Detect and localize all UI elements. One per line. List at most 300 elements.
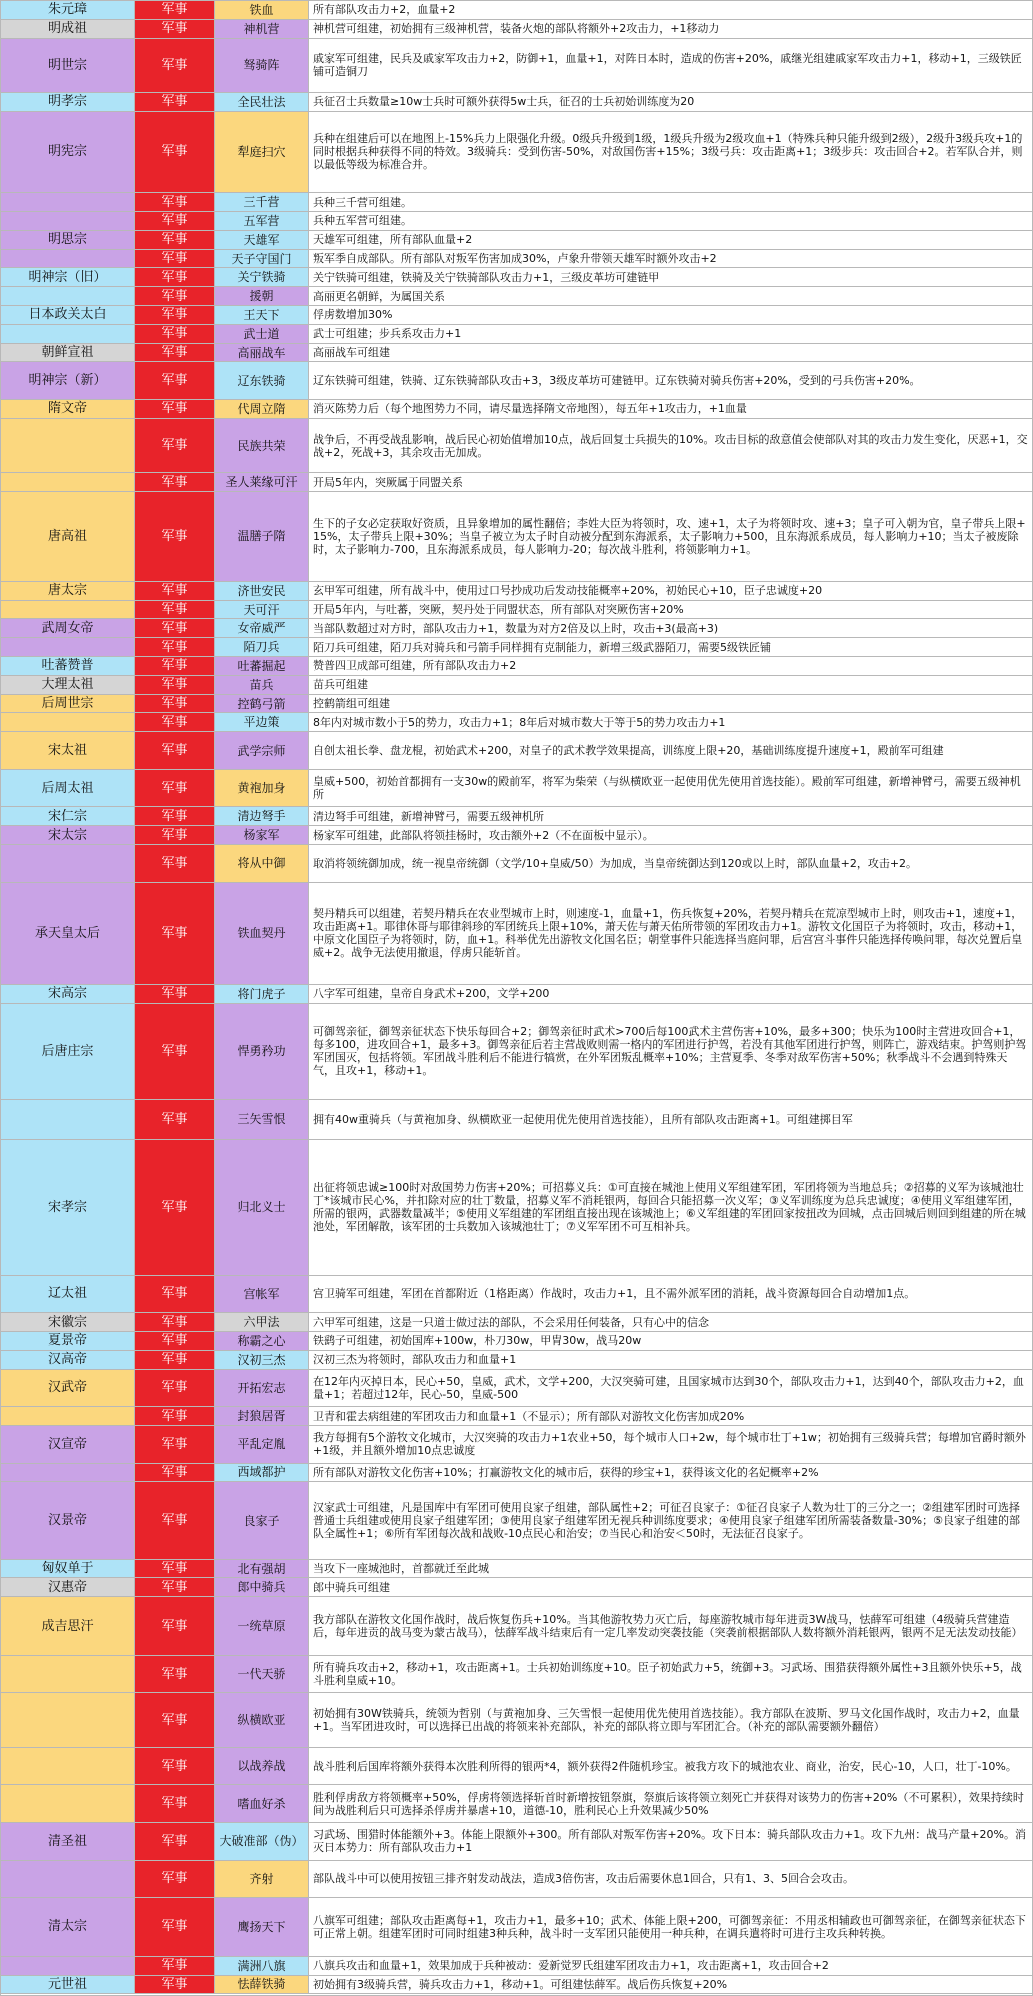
ruler-cell: 清圣祖 (1, 1823, 135, 1860)
category-cell: 军事 (135, 1100, 215, 1139)
skill-name-cell: 平边策 (215, 713, 309, 731)
skill-description-text: 苗兵可组建 (313, 678, 368, 692)
category-cell: 军事 (135, 492, 215, 581)
table-row (1, 1748, 1032, 1786)
skill-name-cell: 开拓宏志 (215, 1370, 309, 1407)
skill-description-cell (309, 1748, 1032, 1785)
skill-description-text: 玄甲军可组建，所有战斗中，使用过口号抄成功后发动技能概率+20%，初始民心+10，臣子忠诚度+20 (313, 584, 823, 598)
category-cell: 军事 (135, 1351, 215, 1369)
table-row (1, 325, 1032, 344)
category-cell: 军事 (135, 601, 215, 619)
skill-description-text: 战争后，不再受战乱影响，战后民心初始值增加10点，战后回复士兵损失的10%。攻击目标的敌意值会使部队对其的攻击力发生变化，厌恶+1，交战+2，死战+3，其余攻击无加成。 (313, 432, 1028, 459)
skill-description-text: 在12年内灭掉日本，民心+50，皇威，武术，文学+200，大汉突骑可建，且国家城市达到30个，部队攻击力+1，达到40个，部队攻击力+2，血量+1；若超过12年，民心-50，皇威-500 (313, 1374, 1024, 1401)
skill-description-cell (309, 1785, 1032, 1822)
skill-description-cell (309, 287, 1032, 305)
category-cell: 军事 (135, 306, 215, 324)
ruler-cell (1, 1100, 135, 1139)
skill-description-text: 契丹精兵可以组建，若契丹精兵在农业型城市上时，则速度-1，血量+1，伤兵恢复+20%，若契丹精兵在荒凉型城市上时，则攻击+1，速度+1，攻击距离+1。耶律休哥与耶律斜珍的军团统兵上限+10%，萧天佐与萧天佑所带领的军团攻击力+1。游牧文化国臣子为将领时，攻击，移动+1，中原文化国臣子为将领时，防，血+1。科举优先出游牧文化国名臣；朝堂事件只能选择当庭问罪，后宫宫斗事件只能选择传唤问罪，每次兑置后皇威+2。战争无法使用撤退，俘虏只能斩首。 (313, 907, 1023, 960)
category-cell: 军事 (135, 985, 215, 1003)
ruler-cell: 宋太祖 (1, 732, 135, 769)
category-cell: 军事 (135, 807, 215, 825)
skill-name-cell: 犁庭扫穴 (215, 112, 309, 193)
table-row (1, 1370, 1032, 1408)
category-cell: 军事 (135, 325, 215, 343)
table-row (1, 492, 1032, 582)
skill-name-cell: 一代天骄 (215, 1656, 309, 1693)
ruler-cell (1, 845, 135, 882)
ruler-cell: 后唐庄宗 (1, 1004, 135, 1099)
table-row (1, 1, 1032, 20)
skill-description-text: 当攻下一座城池时，首都就迁至此城 (313, 1562, 489, 1576)
skill-description-cell (309, 713, 1032, 731)
ruler-cell: 朱元璋 (1, 1, 135, 19)
skill-description-text: 俘虏数增加30% (313, 308, 393, 322)
skill-name-cell: 大破准部（伪） (215, 1823, 309, 1860)
skill-description-cell (309, 325, 1032, 343)
category-cell: 军事 (135, 1748, 215, 1785)
skill-description-text: 杨家军可组建，此部队将领挂杨时，攻击额外+2（不在面板中显示）。 (313, 828, 654, 842)
category-cell: 军事 (135, 473, 215, 491)
skill-name-cell: 归北义士 (215, 1140, 309, 1275)
table-row (1, 582, 1032, 601)
category-cell: 军事 (135, 212, 215, 230)
table-row (1, 713, 1032, 732)
category-cell: 军事 (135, 362, 215, 399)
skill-name-cell: 嗜血好杀 (215, 1785, 309, 1822)
skill-name-cell: 温膳子隋 (215, 492, 309, 581)
skill-name-cell: 济世安民 (215, 582, 309, 600)
table-row (1, 306, 1032, 325)
skill-name-cell: 六甲法 (215, 1313, 309, 1331)
table-row (1, 732, 1032, 770)
skill-name-cell: 平乱定胤 (215, 1426, 309, 1463)
ruler-cell: 宋高宗 (1, 985, 135, 1003)
table-row (1, 1100, 1032, 1140)
category-cell: 军事 (135, 1313, 215, 1331)
category-cell: 军事 (135, 400, 215, 418)
category-cell: 军事 (135, 619, 215, 637)
ruler-cell: 唐太宗 (1, 582, 135, 600)
table-row (1, 638, 1032, 657)
skill-description-cell (309, 1313, 1032, 1331)
category-cell: 军事 (135, 1407, 215, 1425)
table-row (1, 20, 1032, 39)
category-cell: 军事 (135, 883, 215, 984)
ruler-cell: 汉武帝 (1, 1370, 135, 1407)
ruler-cell (1, 419, 135, 472)
skill-name-cell: 圣人莱缘可汗 (215, 473, 309, 491)
skill-name-cell: 西域都护 (215, 1464, 309, 1482)
ruler-cell: 明孝宗 (1, 93, 135, 111)
skill-name-cell: 五军营 (215, 212, 309, 230)
table-row (1, 770, 1032, 808)
skill-description-cell (309, 473, 1032, 491)
skill-description-text: 赞普四卫成部可组建，所有部队攻击力+2 (313, 659, 517, 673)
ruler-cell (1, 1861, 135, 1898)
skill-name-cell: 纵横欧亚 (215, 1693, 309, 1746)
skill-description-text: 八旗兵攻击和血量+1，效果加成于兵种被动：爱新觉罗氏组建军团攻击力+1，攻击距离+1，攻击回合+2 (313, 1959, 829, 1973)
category-cell: 军事 (135, 20, 215, 38)
skill-name-cell: 清边弩手 (215, 807, 309, 825)
table-row (1, 1426, 1032, 1464)
skill-name-cell: 援朝 (215, 287, 309, 305)
ruler-cell: 元世祖 (1, 1976, 135, 1994)
skill-name-cell: 良家子 (215, 1482, 309, 1558)
ruler-cell: 吐蕃赞普 (1, 657, 135, 675)
category-cell: 军事 (135, 193, 215, 211)
skill-description-text: 兵种三千营可组建。 (313, 195, 412, 209)
skill-description-cell (309, 582, 1032, 600)
skill-name-cell: 女帝威严 (215, 619, 309, 637)
skill-name-cell: 关宁铁骑 (215, 268, 309, 286)
ruler-cell (1, 1464, 135, 1482)
category-cell: 军事 (135, 845, 215, 882)
ruler-cell: 明成祖 (1, 20, 135, 38)
skill-description-text: 开局5年内，突厥属于同盟关系 (313, 475, 463, 489)
skill-name-cell: 齐射 (215, 1861, 309, 1898)
skill-name-cell: 黄袍加身 (215, 770, 309, 807)
skill-description-cell (309, 1976, 1032, 1994)
table-row (1, 1898, 1032, 1957)
skill-description-text: 我方每拥有5个游牧文化城市，大汉突骑的攻击力+1农业+50，每个城市人口+2w，每个城市壮丁+1w；初始拥有三级骑兵营；每增加官爵时额外+1级，并且额外增加10点忠诚度 (313, 1431, 1026, 1458)
skill-description-cell (309, 1351, 1032, 1369)
skill-name-cell: 宫帐军 (215, 1276, 309, 1313)
table-row (1, 473, 1032, 492)
skill-name-cell: 铁血契丹 (215, 883, 309, 984)
skill-description-cell (309, 1276, 1032, 1313)
table-row (1, 619, 1032, 638)
ruler-cell: 汉景帝 (1, 1482, 135, 1558)
ruler-cell: 明宪宗 (1, 112, 135, 193)
skill-description-text: 习武场、围猎时体能额外+3。体能上限额外+300。所有部队对叛军伤害+20%。攻下日本：骑兵部队攻击力+1。攻下九州：战马产量+20%。消灭日本势力：所有部队攻击力+1 (313, 1828, 1026, 1855)
table-row (1, 39, 1032, 93)
table-row (1, 268, 1032, 287)
table-row (1, 362, 1032, 400)
table-row (1, 1560, 1032, 1579)
skill-description-cell (309, 93, 1032, 111)
ruler-cell: 汉宣帝 (1, 1426, 135, 1463)
skill-name-cell: 三矢雪恨 (215, 1100, 309, 1139)
skill-description-text: 兵种在组建后可以在地图上-15%兵力上限强化升级。0级兵升级到1级，1级兵升级为2级攻血+1（特殊兵种只能升级到2级），2级升3级兵攻+1的同时根据兵种获得不同的特效。3级骑兵：受到伤害-50%，对敌国伤害+15%；3级弓兵：攻击距离+1；3级步兵：攻击回合+2。若军队合并，则以最低等级为标准合并。 (313, 132, 1023, 172)
ruler-cell: 成吉思汗 (1, 1597, 135, 1655)
ruler-cell: 宋孝宗 (1, 1140, 135, 1275)
table-row (1, 695, 1032, 714)
skill-description-cell (309, 362, 1032, 399)
category-cell: 军事 (135, 1004, 215, 1099)
skill-name-cell: 汉初三杰 (215, 1351, 309, 1369)
skill-description-text: 陌刀兵可组建，陌刀兵对骑兵和弓箭手同样拥有克制能力，新增三级武器陌刀，需要5级铁匠铺 (313, 640, 771, 654)
category-cell: 军事 (135, 1597, 215, 1655)
ruler-cell: 汉惠帝 (1, 1578, 135, 1596)
skill-description-text: 初始拥有3级骑兵营，骑兵攻击力+1，移动+1。可组建怯薛军。战后伤兵恢复+20% (313, 1977, 728, 1991)
category-cell: 军事 (135, 1482, 215, 1558)
skill-description-text: 皇威+500，初始首都拥有一支30w的殿前军，将军为柴荣（与纵横欧亚一起使用优先使用首选技能）。殿前军可组建，新增神臂弓，需要五级神机所 (313, 775, 1021, 802)
category-cell: 军事 (135, 1464, 215, 1482)
ruler-cell (1, 601, 135, 619)
category-cell: 军事 (135, 1560, 215, 1578)
skill-name-cell: 封狼居胥 (215, 1407, 309, 1425)
skill-name-cell: 将门虎子 (215, 985, 309, 1003)
skill-description-text: 八旗军可组建；部队攻击距离每+1，攻击力+1，最多+10；武术、体能上限+200，可御驾亲征：不用丞相辅政也可御驾亲征，在御驾亲征状态下可正常上朝。组建军团时可同时组建3种兵种，战斗时一支军团只能使用一种兵种，在调兵遣将时可进行主攻兵种转换。 (313, 1913, 1026, 1940)
skill-description-cell (309, 1823, 1032, 1860)
skill-name-cell: 北有强胡 (215, 1560, 309, 1578)
table-row (1, 344, 1032, 363)
skill-description-cell (309, 400, 1032, 418)
ruler-cell (1, 1656, 135, 1693)
skill-description-cell (309, 1407, 1032, 1425)
skill-description-text: 辽东铁骑可组建，铁骑、辽东铁骑部队攻击+3，3级皮革坊可建链甲。辽东铁骑对骑兵伤害+20%，受到的弓兵伤害+20%。 (313, 374, 921, 388)
skill-description-text: 关宁铁骑可组建，铁骑及关宁铁骑部队攻击力+1，三级皮革坊可建链甲 (313, 270, 660, 284)
ruler-cell: 夏景帝 (1, 1332, 135, 1350)
skill-description-text: 六甲军可组建，这是一只道士做过法的部队，不会采用任何装备，只有心中的信念 (313, 1315, 709, 1329)
category-cell: 军事 (135, 1370, 215, 1407)
skill-name-cell: 悍勇矜功 (215, 1004, 309, 1099)
skill-description-text: 初始拥有30W铁骑兵，统领为哲别（与黄袍加身、三矢雪恨一起使用优先使用首选技能）。我方部队在波斯、罗马文化国作战时，攻击力+2，血量+1。当军团进攻时，可以选择已出战的将领来补充部队，补充的部队将立即与军团汇合。（补充的部队需要额外翻倍） (313, 1707, 1020, 1734)
category-cell: 军事 (135, 713, 215, 731)
ruler-cell (1, 1957, 135, 1975)
ruler-cell: 后周太祖 (1, 770, 135, 807)
skill-description-cell (309, 193, 1032, 211)
skill-description-cell (309, 1464, 1032, 1482)
category-cell: 军事 (135, 676, 215, 694)
skill-description-text: 控鹤箭组可组建 (313, 697, 390, 711)
skill-description-text: 自创太祖长拳、盘龙棍，初始武术+200，对皇子的武术教学效果提高，训练度上限+20，基础训练度提升速度+1，殿前军可组建 (313, 744, 944, 758)
skill-description-text: 汉初三杰为将领时，部队攻击力和血量+1 (313, 1353, 517, 1367)
skill-description-cell (309, 1957, 1032, 1975)
table-row (1, 1140, 1032, 1276)
table-row (1, 400, 1032, 419)
ruler-cell: 明神宗（旧） (1, 268, 135, 286)
table-row (1, 1464, 1032, 1483)
ruler-cell (1, 1748, 135, 1785)
ruler-cell (1, 193, 135, 211)
skill-description-text: 胜利俘虏敌方将领概率+50%，俘虏将领选择斩首时新增按钮祭旗，祭旗后该将领立刻死亡并获得对该势力的伤害+20%（不可累积），效果持续时间为战胜利后只可选择杀俘虏并暴虐+10，道德-10，胜利民心上升效果减少50% (313, 1790, 1024, 1817)
skill-description-text: 兵征召士兵数量≥10w士兵时可额外获得5w士兵，征召的士兵初始训练度为20 (313, 95, 695, 109)
skill-description-text: 高丽战车可组建 (313, 346, 390, 360)
category-cell: 军事 (135, 231, 215, 249)
skill-description-cell (309, 1100, 1032, 1139)
category-cell: 军事 (135, 1332, 215, 1350)
skill-description-cell (309, 1597, 1032, 1655)
skill-description-text: 消灭陈势力后（每个地图势力不同，请尽量选择隋文帝地图），每五年+1攻击力，+1血量 (313, 402, 747, 416)
skill-description-text: 拥有40w重骑兵（与黄袍加身、纵横欧亚一起使用优先使用首选技能），且所有部队攻击距离+1。可组建掷目军 (313, 1112, 853, 1126)
table-row (1, 212, 1032, 231)
skill-description-text: 清边弩手可组建，新增神臂弓，需要五级神机所 (313, 809, 544, 823)
skill-description-cell (309, 1140, 1032, 1275)
skill-name-cell: 高丽战车 (215, 344, 309, 362)
skill-description-text: 当部队数超过对方时，部队攻击力+1，数量为对方2倍及以上时，攻击+3(最高+3) (313, 621, 719, 635)
table-row (1, 419, 1032, 473)
skill-description-cell (309, 39, 1032, 92)
skill-name-cell: 满洲八旗 (215, 1957, 309, 1975)
skill-description-cell (309, 619, 1032, 637)
category-cell: 军事 (135, 695, 215, 713)
ruler-cell: 后周世宗 (1, 695, 135, 713)
table-row (1, 1823, 1032, 1861)
skill-description-cell (309, 1332, 1032, 1350)
category-cell: 军事 (135, 657, 215, 675)
skill-name-cell: 以战养战 (215, 1748, 309, 1785)
skill-description-text: 我方部队在游牧文化国作战时，战后恢复伤兵+10%。当其他游牧势力灭亡后，每座游牧城市每年进贡3W战马，怯薛军可组建（4级骑兵营建造后，每年进贡的战马变为蒙古战马），怯薛军战斗结束后有一定几率发动突袭技能（突袭前根据部队人数将额外消耗银两，银两不足无法发动技能） (313, 1613, 1023, 1640)
skill-description-text: 出征将领忠诚≥100时对敌国势力伤害+20%；可招募义兵：①可直接在城池上使用义军组建军团，军团将领为当地总兵；②招募的义军为该城池壮丁*该城市民心%，并扣除对应的壮丁数量，招募义军不消耗银两，每回合只能招募一次义军；③义军训练度为总兵忠诚度；④使用义军组建军团，所需的银两，武器数量减半；⑤使用义军组建的军团组直接出现在该城池上；⑥义军组建的军团回家按扭改为回城，点击回城后则回到组建的所在城池处，军团解散，该军团的士兵数加入该城池壮丁；⑦义军军团不可互相补兵。 (313, 1181, 1026, 1234)
skill-description-text: 所有骑兵攻击+2，移动+1，攻击距离+1。士兵初始训练度+10。臣子初始武力+5，统御+3。习武场、围猎获得额外属性+3且额外快乐+5，战斗胜利皇威+10。 (313, 1661, 1022, 1688)
ruler-cell: 清太宗 (1, 1898, 135, 1956)
skill-description-text: 可御驾亲征，御驾亲征状态下快乐每回合+2；御驾亲征时武术>700后每100武术主营伤害+10%，最多+300；快乐为100时主营进攻回合+1，每多100，进攻回合+1，最多+3。御驾亲征后若主营战败则需一格内的军团进行护驾，若没有其他军团进行护驾，则阵亡，游戏结束。护驾则护驾军团国灭，包括将领。军团战斗胜利后不能进行犒赏，在外军团叛乱概率+10%；主营夏季、冬季对敌军伤害+50%；秋季战斗不会遇到特殊天气，且攻+1，移动+1。 (313, 1025, 1027, 1078)
skill-description-cell (309, 883, 1032, 984)
table-row (1, 1351, 1032, 1370)
category-cell: 军事 (135, 1426, 215, 1463)
skill-description-cell (309, 657, 1032, 675)
skill-description-text: 卫青和霍去病组建的军团攻击力和血量+1（不显示）；所有部队对游牧文化伤害加成20% (313, 1409, 745, 1423)
skill-description-cell (309, 112, 1032, 193)
table-row (1, 1957, 1032, 1976)
ruler-cell (1, 1407, 135, 1425)
skill-description-cell (309, 231, 1032, 249)
skill-name-cell: 天子守国门 (215, 250, 309, 268)
skill-description-cell (309, 1656, 1032, 1693)
skill-description-cell (309, 250, 1032, 268)
skill-name-cell: 辽东铁骑 (215, 362, 309, 399)
skill-description-text: 所有部队对游牧文化伤害+10%；打赢游牧文化的城市后，获得的珍宝+1，获得该文化的名妃概率+2% (313, 1465, 819, 1479)
skill-name-cell: 控鹤弓箭 (215, 695, 309, 713)
skill-description-cell (309, 826, 1032, 844)
ruler-cell: 辽太祖 (1, 1276, 135, 1313)
skill-description-text: 开局5年内，与吐蕃，突厥，契丹处于同盟状态，所有部队对突厥伤害+20% (313, 603, 684, 617)
ruler-cell: 明神宗（新） (1, 362, 135, 399)
skill-description-cell (309, 807, 1032, 825)
category-cell: 军事 (135, 268, 215, 286)
ruler-cell: 宋太宗 (1, 826, 135, 844)
category-cell: 军事 (135, 250, 215, 268)
skill-name-cell: 驽骑阵 (215, 39, 309, 92)
skill-name-cell: 陌刀兵 (215, 638, 309, 656)
ruler-cell: 承天皇太后 (1, 883, 135, 984)
category-cell: 军事 (135, 1276, 215, 1313)
skill-description-text: 汉家武士可组建，凡是国库中有军团可使用良家子组建，部队属性+2；可征召良家子：①征召良家子人数为壮丁的三分之一；②组建军团时可选择普通士兵组建或使用良家子组建军团；③使用良家子组建军团无视兵种训练度要求；④使用良家子组建军团所需装备数量-30%；⑤良家子组建的部队全属性+1；⑥所有军团每次战和战败-10点民心和治安；⑦当民心和治安＜50时，无法征召良家子。 (313, 1501, 1020, 1541)
ruler-cell: 汉高帝 (1, 1351, 135, 1369)
skill-name-cell: 苗兵 (215, 676, 309, 694)
skill-description-text: 神机营可组建，初始拥有三级神机营，装备火炮的部队将额外+2攻击力，+1移动力 (313, 22, 720, 36)
ruler-cell (1, 713, 135, 731)
skill-name-cell: 吐蕃掘起 (215, 657, 309, 675)
ruler-cell: 宋徽宗 (1, 1313, 135, 1331)
ruler-cell: 唐高祖 (1, 492, 135, 581)
skill-description-text: 取消将领统御加成，统一视皇帝统御（文学/10+皇威/50）为加成，当皇帝统御达到120或以上时，部队血量+2，攻击+2。 (313, 856, 918, 870)
skill-description-cell (309, 732, 1032, 769)
skill-description-text: 高丽更名朝鲜，为属国关系 (313, 289, 445, 303)
skill-name-cell: 杨家军 (215, 826, 309, 844)
table-row (1, 807, 1032, 826)
skill-name-cell: 郎中骑兵 (215, 1578, 309, 1596)
skill-description-cell (309, 1560, 1032, 1578)
skill-description-cell (309, 20, 1032, 38)
skill-description-cell (309, 985, 1032, 1003)
skill-description-text: 叛军季自成部队。所有部队对叛军伤害加成30%，卢象升带领天雄军时额外攻击+2 (313, 252, 717, 266)
skill-description-cell (309, 419, 1032, 472)
skill-name-cell: 天雄军 (215, 231, 309, 249)
skill-description-cell (309, 1578, 1032, 1596)
category-cell: 军事 (135, 1578, 215, 1596)
category-cell: 军事 (135, 1823, 215, 1860)
ruler-cell: 明世宗 (1, 39, 135, 92)
skill-name-cell: 将从中御 (215, 845, 309, 882)
table-row (1, 112, 1032, 194)
table-row (1, 93, 1032, 112)
ruler-cell: 武周女帝 (1, 619, 135, 637)
ruler-cell (1, 473, 135, 491)
table-row (1, 1693, 1032, 1747)
skill-description-text: 8年内对城市数小于5的势力，攻击力+1；8年后对城市数大于等于5的势力攻击力+1 (313, 715, 726, 729)
table-row (1, 1785, 1032, 1823)
category-cell: 军事 (135, 344, 215, 362)
skill-description-cell (309, 268, 1032, 286)
table-row (1, 1482, 1032, 1559)
skill-name-cell: 三千营 (215, 193, 309, 211)
skill-description-cell (309, 492, 1032, 581)
table-row (1, 985, 1032, 1004)
skill-description-text: 武士可组建；步兵系攻击力+1 (313, 327, 462, 341)
category-cell: 军事 (135, 1785, 215, 1822)
skill-name-cell: 神机营 (215, 20, 309, 38)
category-cell: 军事 (135, 1, 215, 19)
skill-description-cell (309, 638, 1032, 656)
ruler-cell: 大理太祖 (1, 676, 135, 694)
ruler-cell: 日本政关太白 (1, 306, 135, 324)
skill-description-text: 生下的子女必定获取好资质，且异象增加的属性翻倍；李姓大臣为将领时，攻、速+1，太子为将领时攻、速+3；皇子可入朝为官，皇子带兵上限+15%，太子带兵上限+30%；当皇子被立为太子时自动被分配到东海派系，太子影响力+500，且东海派系成员，每人影响力+10；当太子被废除时，太子影响力-700，且东海派系成员，每人影响力-20；每次战斗胜利，将领影响力+1。 (313, 516, 1026, 556)
skill-name-cell: 王天下 (215, 306, 309, 324)
skill-description-text: 天雄军可组建，所有部队血量+2 (313, 233, 473, 247)
ruler-cell: 宋仁宗 (1, 807, 135, 825)
table-row (1, 1578, 1032, 1597)
ruler-cell (1, 250, 135, 268)
category-cell: 军事 (135, 112, 215, 193)
ruler-cell (1, 1693, 135, 1746)
ruler-cell (1, 325, 135, 343)
skill-description-cell (309, 1, 1032, 19)
skill-name-cell: 武士道 (215, 325, 309, 343)
category-cell: 军事 (135, 1656, 215, 1693)
table-row (1, 1313, 1032, 1332)
skill-name-cell: 全民壮法 (215, 93, 309, 111)
ruler-cell: 朝鲜宣祖 (1, 344, 135, 362)
skill-description-cell (309, 1426, 1032, 1463)
category-cell: 军事 (135, 1861, 215, 1898)
category-cell: 军事 (135, 1693, 215, 1746)
skill-description-text: 戚家军可组建，民兵及戚家军攻击力+2，防御+1，血量+1，对阵日本时，造成的伤害+20%，戚继光组建戚家军攻击力+1，移动+1，三级铁匠铺可造铜刀 (313, 52, 1022, 79)
category-cell: 军事 (135, 1976, 215, 1994)
skill-name-cell: 民族共荣 (215, 419, 309, 472)
table-row (1, 1332, 1032, 1351)
skill-description-text: 兵种五军营可组建。 (313, 214, 412, 228)
skill-description-cell (309, 1482, 1032, 1558)
skill-name-cell: 代周立隋 (215, 400, 309, 418)
skill-name-cell: 一统草原 (215, 1597, 309, 1655)
category-cell: 军事 (135, 93, 215, 111)
skill-description-cell (309, 1004, 1032, 1099)
skill-name-cell: 武学宗师 (215, 732, 309, 769)
table-row (1, 1276, 1032, 1314)
table-row (1, 1861, 1032, 1899)
ruler-cell (1, 638, 135, 656)
table-row (1, 1004, 1032, 1100)
table-row (1, 657, 1032, 676)
table-row (1, 1407, 1032, 1426)
ruler-cell (1, 287, 135, 305)
skill-description-cell (309, 676, 1032, 694)
skill-description-text: 八字军可组建，皇帝自身武术+200，文学+200 (313, 987, 550, 1001)
skill-description-cell (309, 770, 1032, 807)
skill-description-cell (309, 1370, 1032, 1407)
